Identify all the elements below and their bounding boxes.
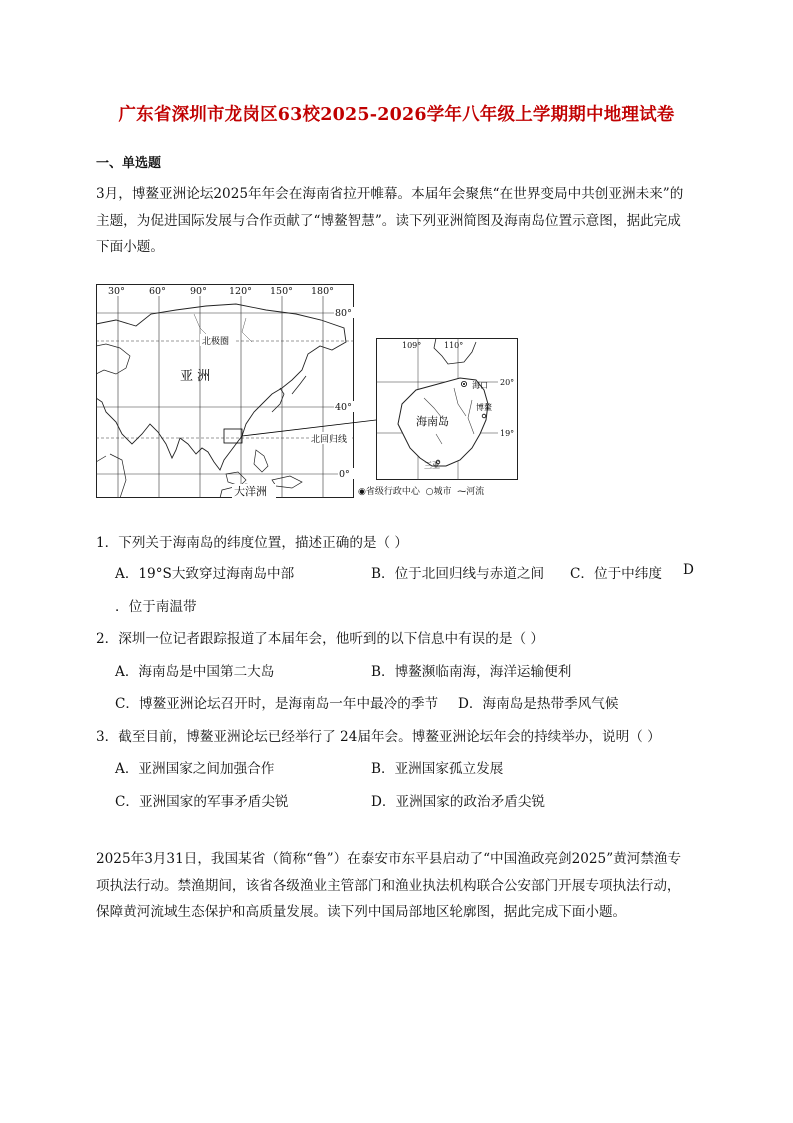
lat-label: 80° bbox=[335, 308, 352, 319]
intro1-line: 3月，博鳌亚洲论坛2025年年会在海南省拉开帷幕。本届年会聚焦“在世界变局中共创亚洲未来”的 bbox=[96, 186, 684, 202]
inset-legend bbox=[358, 484, 484, 497]
legend-item: 河流 bbox=[466, 487, 485, 497]
lon-label: 120° bbox=[229, 286, 252, 297]
question-3-option-a[interactable]: A．亚洲国家之间加强合作 bbox=[115, 761, 275, 777]
asia-label: 亚 洲 bbox=[180, 369, 211, 384]
page-title: 广东省深圳市龙岗区63校2025-2026学年八年级上学期期中地理试卷 bbox=[118, 105, 675, 125]
lon-label: 150° bbox=[270, 286, 293, 297]
question-1-option-d-text[interactable]: ．位于南温带 bbox=[115, 599, 197, 615]
intro2-line: 保障黄河流域生态保护和高质量发展。读下列中国局部地区轮廓图，据此完成下面小题。 bbox=[96, 904, 627, 920]
boao-label: 博鳌 bbox=[476, 403, 492, 412]
section-heading: 一、单选题 bbox=[96, 156, 162, 171]
question-2-option-c[interactable]: C．博鳌亚洲论坛召开时，是海南岛一年中最冷的季节 bbox=[115, 696, 439, 712]
intro1-line: 主题，为促进国际发展与合作贡献了“博鳌智慧”。读下列亚洲简图及海南岛位置示意图，据此完成 bbox=[96, 212, 681, 229]
lat-label: 0° bbox=[339, 469, 350, 480]
question-1-option-a[interactable]: A．19°S大致穿过海南岛中部 bbox=[115, 566, 295, 582]
question-3-option-d[interactable]: D．亚洲国家的政治矛盾尖锐 bbox=[371, 794, 546, 810]
question-3-option-b[interactable]: B．亚洲国家孤立发展 bbox=[371, 761, 504, 777]
question-1-option-c[interactable]: C．位于中纬度 bbox=[570, 566, 662, 582]
intro-paragraph-2 bbox=[96, 846, 702, 926]
island-label: 海南岛 bbox=[416, 415, 449, 428]
inset-lat-label: 20° bbox=[500, 378, 515, 387]
question-2-option-a[interactable]: A．海南岛是中国第二大岛 bbox=[115, 664, 275, 680]
lat-label: 40° bbox=[335, 402, 352, 413]
question-2-option-b[interactable]: B．博鳌濒临南海，海洋运输便利 bbox=[371, 664, 572, 680]
legend-item: 城市 bbox=[433, 487, 452, 497]
inset-lon-label: 109° bbox=[402, 341, 422, 350]
question-3-option-c[interactable]: C．亚洲国家的军事矛盾尖锐 bbox=[115, 794, 289, 810]
lon-label: 90° bbox=[190, 286, 207, 297]
oceania-label: 大洋洲 bbox=[234, 485, 267, 498]
intro1-line: 下面小题。 bbox=[96, 239, 164, 255]
lon-label: 180° bbox=[311, 286, 334, 297]
question-2-option-d[interactable]: D．海南岛是热带季风气候 bbox=[458, 696, 619, 712]
question-3-stem: 3．截至目前，博鳌亚洲论坛已经举行了 24届年会。博鳌亚洲论坛年会的持续举办，说明（ ） bbox=[96, 729, 661, 745]
lon-label: 30° bbox=[108, 286, 125, 297]
city-legend-icon: ○ bbox=[425, 487, 434, 497]
river-legend-icon: ⁓ bbox=[457, 487, 467, 497]
intro2-line: 项执法行动。禁渔期间，该省各级渔业主管部门和渔业执法机构联合公安部门开展专项执法行动， bbox=[96, 877, 681, 894]
intro2-line: 2025年3月31日，我国某省（简称“鲁”）在泰安市东平县启动了“中国渔政亮剑2025”黄河禁渔专 bbox=[96, 851, 682, 867]
question-1-stem: 1．下列关于海南岛的纬度位置，描述正确的是（ ） bbox=[96, 535, 409, 551]
provincial-capital-legend-icon: ◉ bbox=[358, 487, 366, 497]
question-2-stem: 2．深圳一位记者跟踪报道了本届年会，他听到的以下信息中有误的是（ ） bbox=[96, 631, 544, 647]
sanya-label: 三亚 bbox=[424, 461, 440, 470]
haikou-label: 海口 bbox=[472, 381, 488, 390]
hainan-inset-map bbox=[376, 338, 518, 498]
question-1-option-b[interactable]: B．位于北回归线与赤道之间 bbox=[371, 566, 545, 582]
lon-label: 60° bbox=[149, 286, 166, 297]
question-1-option-d[interactable]: D bbox=[683, 562, 694, 578]
inset-lat-label: 19° bbox=[500, 429, 515, 438]
tropic-label: 北回归线 bbox=[311, 435, 348, 445]
legend-item: 省级行政中心 bbox=[365, 487, 420, 497]
inset-lon-label: 110° bbox=[444, 341, 464, 350]
arctic-label: 北极圈 bbox=[202, 337, 230, 347]
